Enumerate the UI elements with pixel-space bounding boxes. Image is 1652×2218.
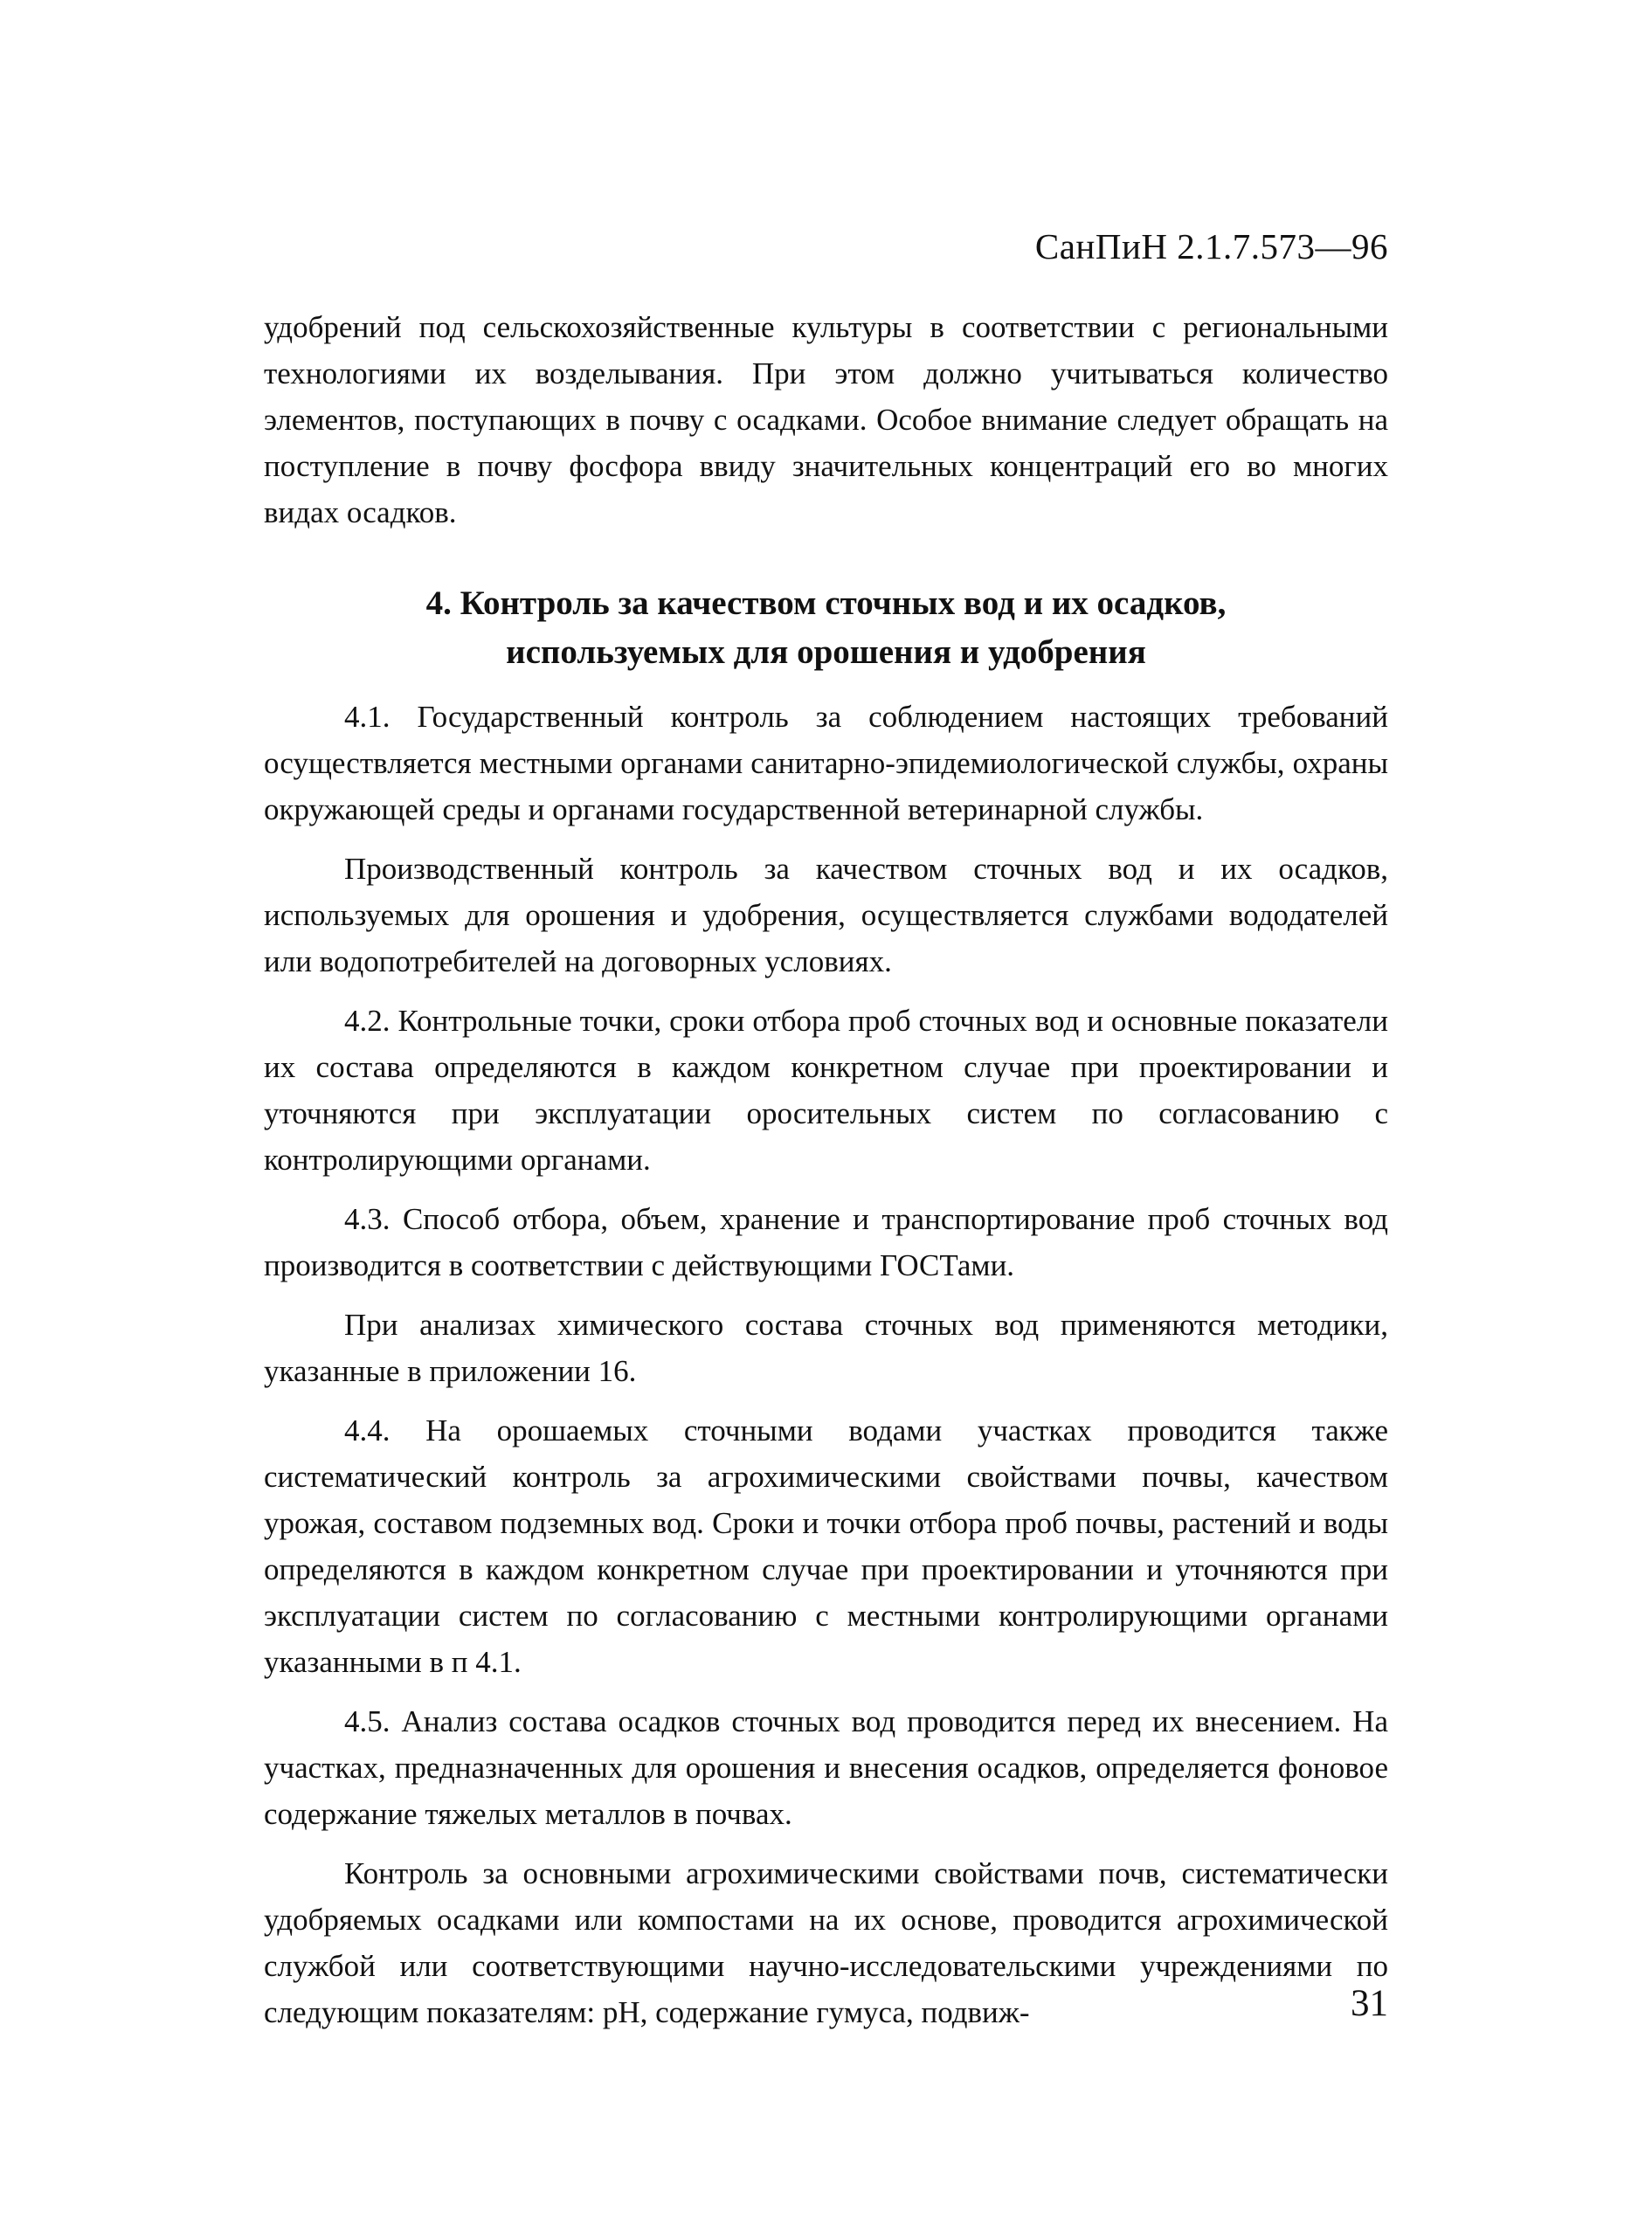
paragraph-agrochemical-control: Контроль за основными агрохимическими свойствами почв, систематически удобряемых осадками или компостами на их основе, проводится агрохимической службой или соответствующими научно-исследовательскими учреждениями по следующим показателям: рН, содержание гумуса, подвиж- [264, 1856, 1388, 2029]
paragraph-production-control: Производственный контроль за качеством сточных вод и их осадков, используемых для орошения и удобрения, осуществляется службами вододателей или водопотребителей на договорных условиях. [264, 852, 1388, 978]
section-heading [264, 579, 1388, 677]
section-heading-line-2: используемых для орошения и удобрения [506, 633, 1146, 671]
page-number: 31 [1351, 1983, 1388, 2024]
section-heading-line-1: 4. Контроль за качеством сточных вод и их осадков, [425, 584, 1227, 622]
paragraph-4-1: 4.1. Государственный контроль за соблюдением настоящих требований осуществляется местными органами санитарно-эпидемиологической службы, охраны окружающей среды и органами государственной ветеринарной службы. [264, 700, 1388, 826]
paragraph-4-3: 4.3. Способ отбора, объем, хранение и транспортирование проб сточных вод производится в соответствии с действующими ГОСТами. [264, 1202, 1388, 1282]
running-header: СанПиН 2.1.7.573—96 [1034, 226, 1388, 266]
paragraph-4-2: 4.2. Контрольные точки, сроки отбора проб сточных вод и основные показатели их состава определяются в каждом конкретном случае при проектировании и уточняются при эксплуатации оросительных систем по согласованию с контролирующими органами. [264, 1004, 1388, 1177]
paragraph-4-4: 4.4. На орошаемых сточными водами участках проводится также систематический контроль за агрохимическими свойствами почвы, качеством урожая, составом подземных вод. Сроки и точки отбора проб почвы, растений и воды определяются в каждом конкретном случае при проектировании и уточняются при эксплуатации систем по согласованию с местными контролирующими органами указанными в п 4.1. [264, 1413, 1388, 1679]
intro-paragraph: удобрений под сельскохозяйственные культуры в соответствии с региональными технологиями их возделывания. При этом должно учитываться количество элементов, поступающих в почву с осадками. Особое внимание следует обращать на поступление в почву фосфора ввиду значительных концентраций его во многих видах осадков. [264, 310, 1388, 529]
paragraph-analysis-methods: При анализах химического состава сточных вод применяются методики, указанные в приложении 16. [264, 1308, 1388, 1388]
page-body [264, 304, 1388, 2049]
paragraph-4-5: 4.5. Анализ состава осадков сточных вод проводится перед их внесением. На участках, предназначенных для орошения и внесения осадков, определяется фоновое содержание тяжелых металлов в почвах. [264, 1704, 1388, 1831]
